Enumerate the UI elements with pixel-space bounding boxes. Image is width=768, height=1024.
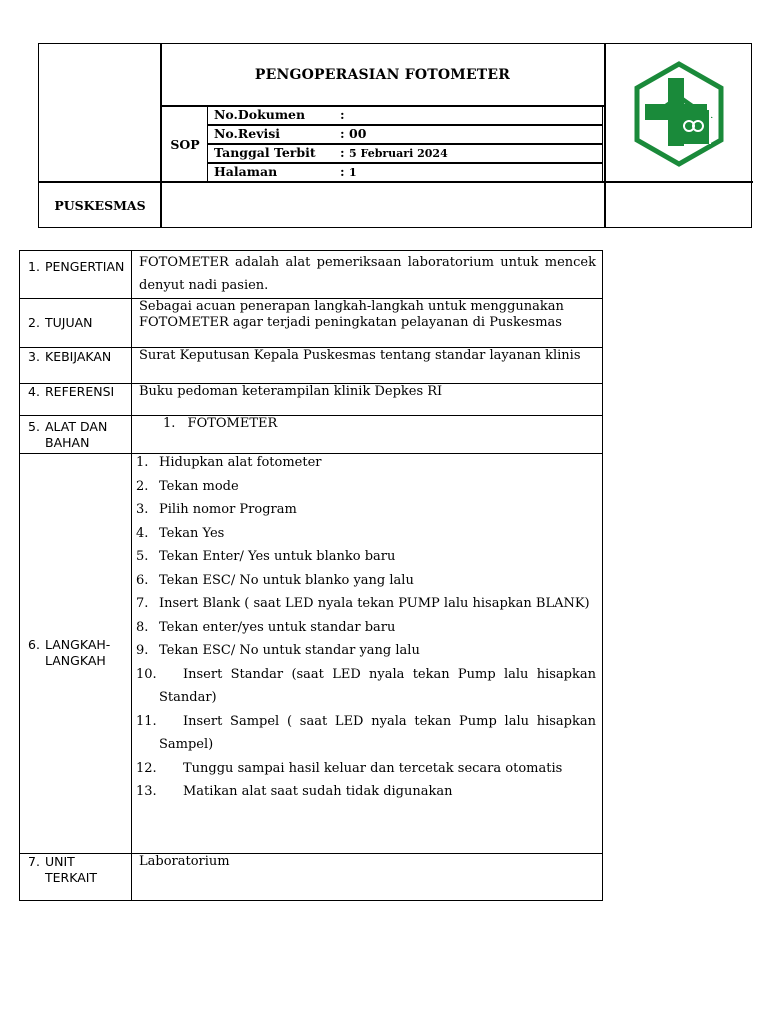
list-item: 5. Tekan Enter/ Yes untuk blanko baru: [136, 549, 396, 564]
section-text-unit-terkait: Laboratorium: [139, 854, 230, 869]
list-item: 11. Insert Sampel ( saat LED nyala tekan Pump lalu hisapkan Sampel): [136, 713, 596, 752]
list-item: 1. Hidupkan alat fotometer: [136, 455, 322, 470]
meta-value: 00: [349, 126, 367, 141]
section-number: 5.: [28, 419, 40, 434]
list-item: 13. Matikan alat saat sudah tidak digunakan: [136, 784, 453, 799]
section-title: PENGERTIAN: [45, 259, 125, 274]
alat-item: [163, 416, 620, 432]
list-item: 8. Tekan enter/yes untuk standar baru: [136, 619, 396, 635]
section-title: REFERENSI: [45, 384, 115, 399]
sop-header: [38, 43, 752, 228]
list-item: 6. Tekan ESC/ No untuk blanko yang lalu: [136, 572, 414, 588]
sop-label: SOP: [170, 136, 200, 152]
list-item: 10. Insert Standar (saat LED nyala tekan Pump lalu hisapkan Standar): [136, 666, 596, 705]
column-divider: [131, 251, 132, 900]
section-number: 7.: [28, 854, 40, 869]
section-text-tujuan: Sebagai acuan penerapan langkah-langkah untuk menggunakan FOTOMETER agar terjadi peningkatan pelayanan di Puskesmas: [139, 299, 564, 330]
meta-row-halaman: Halaman : 1: [207, 163, 603, 182]
section-number: 1.: [28, 259, 40, 274]
section-number: 2.: [28, 315, 40, 330]
section-title: ALAT DAN BAHAN: [45, 419, 108, 450]
sop-table: [19, 250, 603, 901]
list-item: 3. Pilih nomor Program: [136, 502, 297, 517]
section-number: 3.: [28, 349, 40, 364]
meta-key: Tanggal Terbit: [214, 145, 316, 160]
list-item: 12. Tunggu sampai hasil keluar dan tercetak secara otomatis: [136, 760, 563, 776]
list-item: 7. Insert Blank ( saat LED nyala tekan PUMP lalu hisapkan BLANK): [136, 596, 590, 611]
meta-value: 1: [349, 166, 357, 179]
meta-key: Halaman: [214, 164, 278, 179]
document-title: PENGOPERASIAN FOTOMETER: [254, 67, 511, 83]
section-number: 4.: [28, 384, 40, 399]
alat-item-number: 1.: [163, 416, 176, 431]
section-text-pengertian: FOTOMETER adalah alat pemeriksaan laboratorium untuk mencek denyut nadi pasien.: [139, 255, 596, 293]
org-label: PUSKESMAS: [54, 197, 146, 213]
meta-row-no-dokumen: No.Dokumen :: [207, 106, 603, 125]
list-item: 2. Tekan mode: [136, 478, 239, 494]
section-title: UNIT TERKAIT: [45, 854, 98, 885]
section-text-referensi: Buku pedoman keterampilan klinik Depkes RI: [139, 384, 443, 399]
meta-key: No.Revisi: [214, 126, 281, 141]
meta-value: 5 Februari 2024: [349, 147, 448, 160]
list-item: 9. Tekan ESC/ No untuk standar yang lalu: [136, 643, 420, 658]
meta-row-no-revisi: No.Revisi : 00: [207, 125, 603, 144]
meta-key: No.Dokumen: [214, 107, 306, 122]
meta-row-tanggal-terbit: Tanggal Terbit : 5 Februari 2024: [207, 144, 603, 163]
steps-list: [136, 451, 596, 804]
alat-item-text: FOTOMETER: [187, 416, 278, 431]
section-title: LANGKAH-LANGKAH: [45, 637, 111, 668]
section-title: TUJUAN: [45, 315, 93, 330]
section-text-kebijakan: Surat Keputusan Kepala Puskesmas tentang standar layanan klinis: [139, 348, 581, 363]
puskesmas-logo-icon: [629, 60, 729, 168]
section-title: KEBIJAKAN: [45, 349, 112, 364]
list-item: 4. Tekan Yes: [136, 525, 225, 541]
section-number: 6.: [28, 637, 40, 652]
